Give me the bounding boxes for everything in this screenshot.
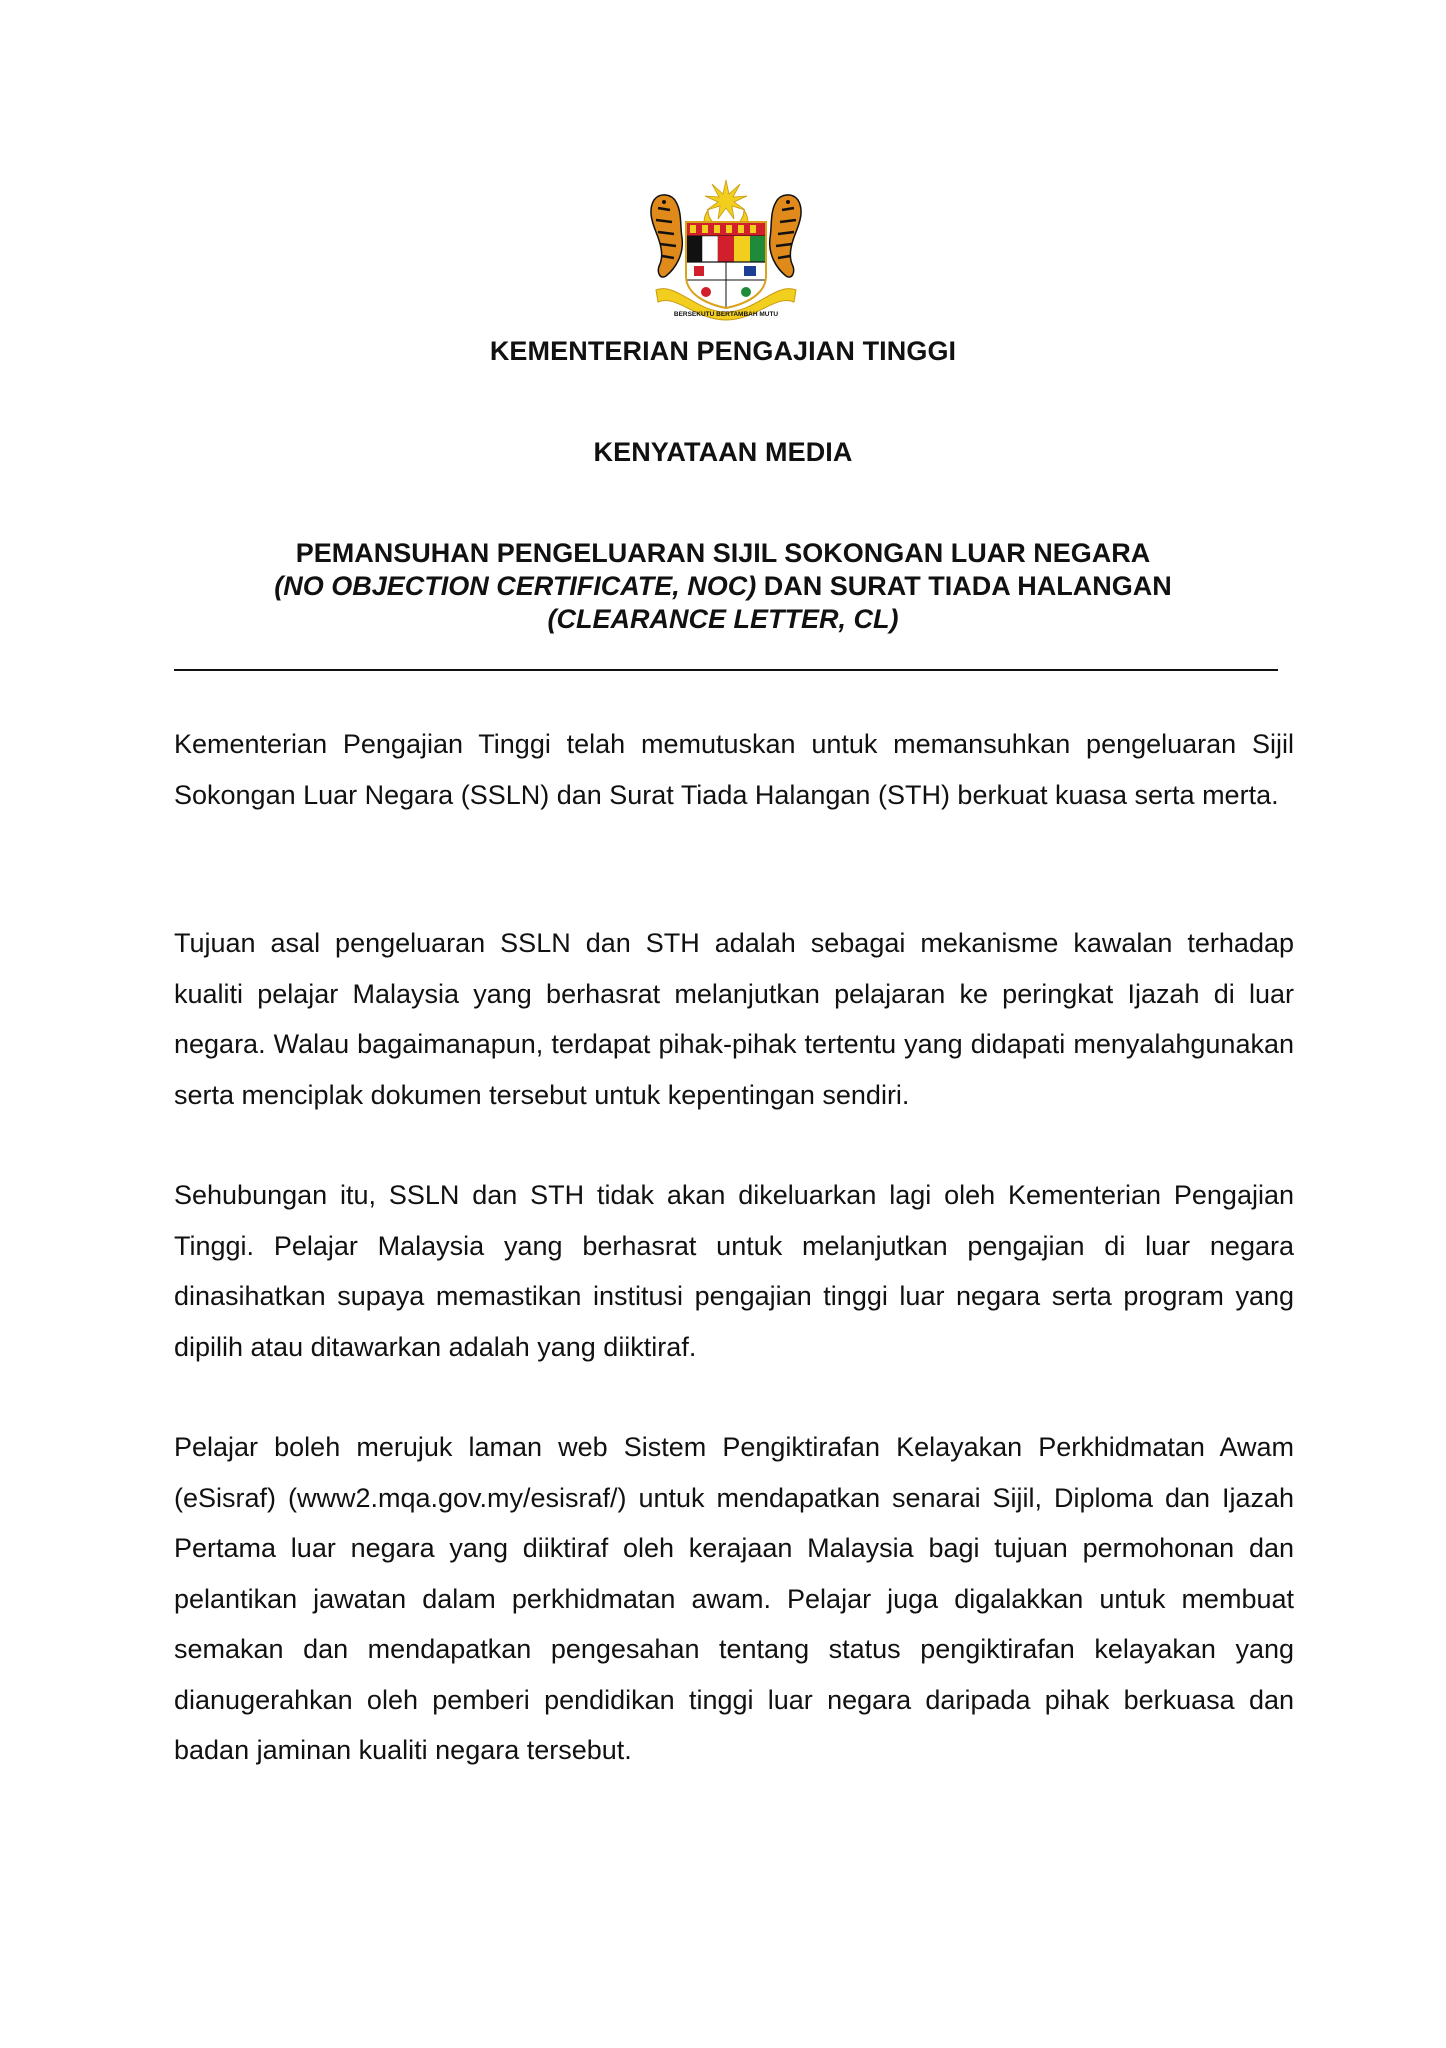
title-line-2-italic: (NO OBJECTION CERTIFICATE, NOC) (274, 571, 757, 601)
body-paragraph-2: Tujuan asal pengeluaran SSLN dan STH adalah sebagai mekanisme kawalan terhadap kualiti pelajar Malaysia yang berhasrat melanjutkan pelajaran ke peringkat Ijazah di luar negara. Walau bagaimanapun, terdapat pihak-pihak tertentu yang didapati menyalahgunakan serta menciplak dokumen tersebut untuk kepentingan sendiri. (174, 928, 1294, 1110)
malaysia-coat-of-arms-icon (636, 172, 816, 322)
title-line-2 (0, 570, 1446, 603)
body-paragraph-3: Sehubungan itu, SSLN dan STH tidak akan dikeluarkan lagi oleh Kementerian Pengajian Tinggi. Pelajar Malaysia yang berhasrat untuk melanjutkan pengajian di luar negara dinasihatkan supaya memastikan institusi pengajian tinggi luar negara serta program yang dipilih atau ditawarkan adalah yang diiktiraf. (174, 1180, 1294, 1362)
title-line-3: (CLEARANCE LETTER, CL) (547, 604, 899, 634)
body-paragraph-1: Kementerian Pengajian Tinggi telah memutuskan untuk memansuhkan pengeluaran Sijil Sokongan Luar Negara (SSLN) dan Surat Tiada Halangan (STH) berkuat kuasa serta merta. (174, 729, 1294, 810)
title-line-1: PEMANSUHAN PENGELUARAN SIJIL SOKONGAN LUAR NEGARA (295, 538, 1151, 568)
statement-title (0, 537, 1446, 636)
crest-motto: BERSEKUTU BERTAMBAH MUTU (673, 311, 779, 318)
ministry-name: KEMENTERIAN PENGAJIAN TINGGI (489, 336, 957, 366)
left-tiger-icon (651, 195, 682, 277)
statement-type: KENYATAAN MEDIA (593, 437, 853, 467)
right-tiger-icon (770, 195, 801, 277)
title-line-2-rest: DAN SURAT TIADA HALANGAN (756, 571, 1172, 601)
body-paragraph-4: Pelajar boleh merujuk laman web Sistem Pengiktirafan Kelayakan Perkhidmatan Awam (eSisraf) (www2.mqa.gov.my/esisraf/) untuk mendapatkan senarai Sijil, Diploma dan Ijazah Pertama luar negara yang diiktiraf oleh kerajaan Malaysia bagi tujuan permohonan dan pelantikan jawatan dalam perkhidmatan awam. Pelajar juga digalakkan untuk membuat semakan dan mendapatkan pengesahan tentang status pengiktirafan kelayakan yang dianugerahkan oleh pemberi pendidikan tinggi luar negara daripada pihak berkuasa dan badan jaminan kualiti negara tersebut. (174, 1432, 1294, 1765)
title-divider (174, 669, 1278, 671)
